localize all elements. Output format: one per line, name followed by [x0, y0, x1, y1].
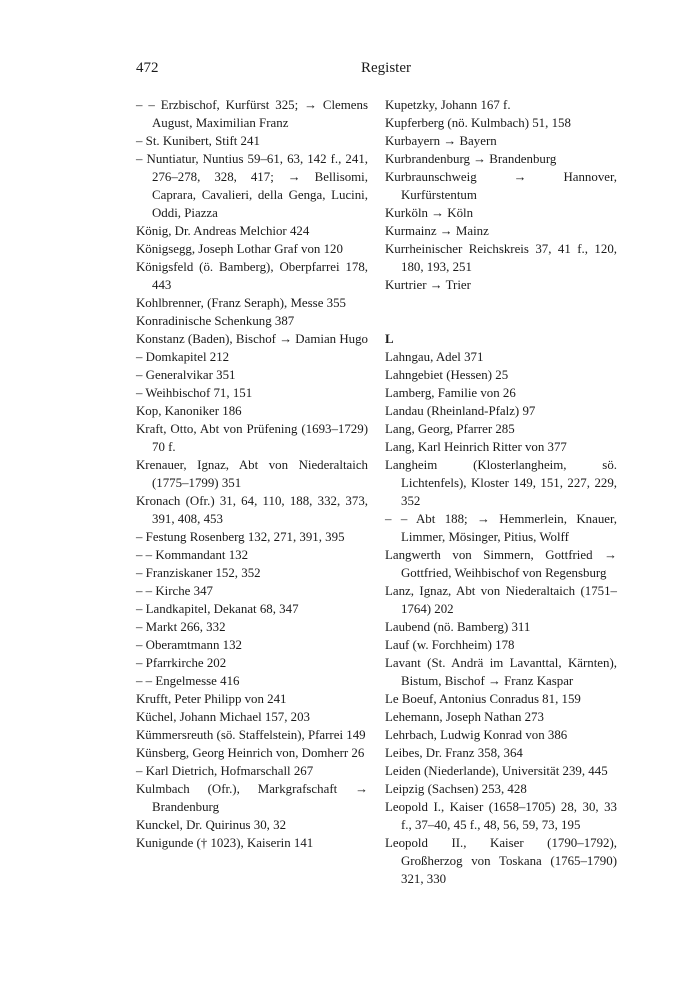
section-letter-heading: L [385, 332, 394, 346]
index-entry: Leopold I., Kaiser (1658–1705) 28, 30, 33 f., 37–40, 45 f., 48, 56, 59, 73, 195 [385, 800, 617, 832]
index-entry: – St. Kunibert, Stift 241 [136, 134, 260, 148]
index-entry: Krenauer, Ignaz, Abt von Niederaltaich (1775–1799) 351 [136, 458, 368, 490]
section-gap [385, 312, 617, 330]
index-entry: Leibes, Dr. Franz 358, 364 [385, 746, 523, 760]
index-entry: Kurbayern → Bayern [385, 134, 497, 148]
index-entry: – Karl Dietrich, Hofmarschall 267 [136, 764, 314, 778]
index-entry: Leiden (Niederlande), Universität 239, 445 [385, 764, 608, 778]
index-entry: Königsfeld (ö. Bamberg), Oberpfarrei 178, 443 [136, 260, 368, 292]
running-title: Register [361, 60, 411, 76]
index-entry: – Festung Rosenberg 132, 271, 391, 395 [136, 530, 345, 544]
index-entry: Lehemann, Joseph Nathan 273 [385, 710, 544, 724]
index-entry: Kurmainz → Mainz [385, 224, 489, 238]
index-entry: Künsberg, Georg Heinrich von, Domherr 26 [136, 746, 365, 760]
index-entry: – Nuntiatur, Nuntius 59–61, 63, 142 f., 241, 276–278, 328, 417; → Bellisomi, Caprara, Cavalieri, della Genga, Lucini, Oddi, Piazza [136, 152, 368, 220]
index-entry: Langheim (Klosterlangheim, sö. Lichtenfels), Kloster 149, 151, 227, 229, 352 [385, 458, 617, 508]
index-entry: König, Dr. Andreas Melchior 424 [136, 224, 310, 238]
index-entry: – Pfarrkirche 202 [136, 656, 227, 670]
index-entry: – Generalvikar 351 [136, 368, 236, 382]
index-entry: Le Boeuf, Antonius Conradus 81, 159 [385, 692, 581, 706]
index-entry: Langwerth von Simmern, Gottfried → Gottfried, Weihbischof von Regensburg [385, 548, 617, 580]
index-entry: Kurtrier → Trier [385, 278, 471, 292]
index-entry: – Oberamtmann 132 [136, 638, 242, 652]
index-entry: Lanz, Ignaz, Abt von Niederaltaich (1751–1764) 202 [385, 584, 617, 616]
index-entry: – – Abt 188; → Hemmerlein, Knauer, Limmer, Mösinger, Pitius, Wolff [385, 512, 617, 544]
index-entry: – Franziskaner 152, 352 [136, 566, 261, 580]
index-entry: Kulmbach (Ofr.), Markgrafschaft → Brandenburg [136, 782, 368, 814]
index-entry: – – Kommandant 132 [136, 548, 249, 562]
index-entry: Konradinische Schenkung 387 [136, 314, 295, 328]
index-entry: Konstanz (Baden), Bischof → Damian Hugo [136, 332, 368, 346]
index-entry: Kurrheinischer Reichskreis 37, 41 f., 120, 180, 193, 251 [385, 242, 617, 274]
index-entry: Lahngebiet (Hessen) 25 [385, 368, 509, 382]
index-entry: Kunckel, Dr. Quirinus 30, 32 [136, 818, 287, 832]
index-entry: – – Erzbischof, Kurfürst 325; → Clemens August, Maximilian Franz [136, 98, 368, 130]
index-entry: Kurbrandenburg → Brandenburg [385, 152, 557, 166]
index-entry: Königsegg, Joseph Lothar Graf von 120 [136, 242, 343, 256]
index-entry: Lavant (St. Andrä im Lavanttal, Kärnten), Bistum, Bischof → Franz Kaspar [385, 656, 617, 688]
index-entry: – Markt 266, 332 [136, 620, 226, 634]
index-entry: Kraft, Otto, Abt von Prüfening (1693–1729) 70 f. [136, 422, 368, 454]
index-entry: – Domkapitel 212 [136, 350, 230, 364]
index-entry: Lahngau, Adel 371 [385, 350, 484, 364]
index-entry: Lang, Karl Heinrich Ritter von 377 [385, 440, 567, 454]
index-entry: – – Engelmesse 416 [136, 674, 240, 688]
index-entry: Kunigunde († 1023), Kaiserin 141 [136, 836, 314, 850]
index-entry: – – Kirche 347 [136, 584, 213, 598]
index-entry: Lehrbach, Ludwig Konrad von 386 [385, 728, 568, 742]
index-entry: Kümmersreuth (sö. Staffelstein), Pfarrei 149 [136, 728, 366, 742]
index-entry: Leopold II., Kaiser (1790–1792), Großherzog von Toskana (1765–1790) 321, 330 [385, 836, 617, 886]
index-entry: Leipzig (Sachsen) 253, 428 [385, 782, 527, 796]
index-entry: Kop, Kanoniker 186 [136, 404, 242, 418]
index-entry: Küchel, Johann Michael 157, 203 [136, 710, 310, 724]
index-entry: Lauf (w. Forchheim) 178 [385, 638, 515, 652]
index-entry: Kronach (Ofr.) 31, 64, 110, 188, 332, 373, 391, 408, 453 [136, 494, 368, 526]
index-entry: Kupferberg (nö. Kulmbach) 51, 158 [385, 116, 571, 130]
index-entry: – Landkapitel, Dekanat 68, 347 [136, 602, 299, 616]
index-entry: Laubend (nö. Bamberg) 311 [385, 620, 531, 634]
index-entry: Landau (Rheinland-Pfalz) 97 [385, 404, 536, 418]
index-entry: Lang, Georg, Pfarrer 285 [385, 422, 515, 436]
index-entry: Lamberg, Familie von 26 [385, 386, 516, 400]
page-header [136, 60, 636, 80]
index-entry: Kurköln → Köln [385, 206, 474, 220]
index-entry: Kohlbrenner, (Franz Seraph), Messe 355 [136, 296, 346, 310]
page-number: 472 [136, 60, 159, 76]
section-gap [385, 294, 617, 312]
index-entry: Kupetzky, Johann 167 f. [385, 98, 511, 112]
index-column-left [136, 96, 368, 852]
index-column-right [385, 96, 617, 888]
index-entry: – Weihbischof 71, 151 [136, 386, 253, 400]
index-entry: Krufft, Peter Philipp von 241 [136, 692, 287, 706]
index-entry: Kurbraunschweig → Hannover, Kurfürstentum [385, 170, 617, 202]
